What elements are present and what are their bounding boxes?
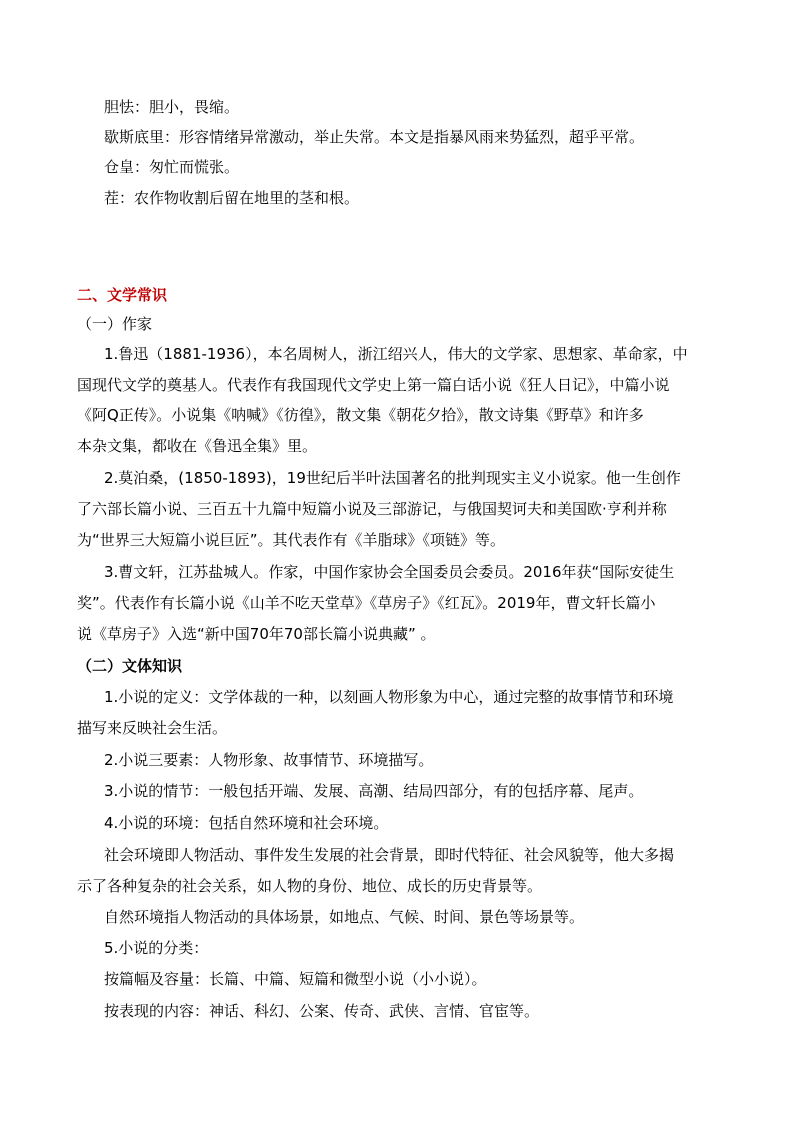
paragraph-line: 国现代文学的奠基人。代表作有我国现代文学史上第一篇白话小说《狂人日记》，中篇小说 xyxy=(77,376,670,394)
paragraph-line: 5.小说的分类： xyxy=(104,939,209,957)
glossary-item: 胆怯：胆小，畏缩。 xyxy=(104,98,240,116)
paragraph-line: 3.小说的情节：一般包括开端、发展、高潮、结局四部分，有的包括序幕、尾声。 xyxy=(104,782,644,800)
paragraph-line: 按篇幅及容量：长篇、中篇、短篇和微型小说（小小说）。 xyxy=(104,970,487,988)
paragraph-line: 本杂文集，都收在《鲁迅全集》里。 xyxy=(77,437,318,455)
paragraph-line: 《阿Q正传》。小说集《呐喊》《彷徨》，散文集《朝花夕拾》，散文诗集《野草》和许多 xyxy=(77,406,644,424)
paragraph-line: 奖”。代表作有长篇小说《山羊不吃天堂草》《草房子》《红瓦》。2019年，曹文轩长篇小 xyxy=(77,594,656,612)
paragraph-line: 说《草房子》入选“新中国70年70部长篇小说典藏” 。 xyxy=(77,625,436,643)
paragraph-line: 2.小说三要素：人物形象、故事情节、环境描写。 xyxy=(104,751,434,769)
paragraph-line: 社会环境即人物活动、事件发生发展的社会背景，即时代特征、社会风貌等，他大多揭 xyxy=(104,846,675,864)
glossary-item: 歇斯底里：形容情绪异常激动，举止失常。本文是指暴风雨来势猛烈，超乎平常。 xyxy=(104,128,645,146)
glossary-item: 茬：农作物收割后留在地里的茎和根。 xyxy=(104,189,360,207)
paragraph-line: 自然环境指人物活动的具体场景，如地点、气候、时间、景色等场景等。 xyxy=(104,908,585,926)
paragraph-line: 3.曹文轩，江苏盐城人。作家，中国作家协会全国委员会委员。2016年获“国际安徒生 xyxy=(104,563,675,581)
subsection-heading: （二）文体知识 xyxy=(77,657,183,675)
paragraph-line: 4.小说的环境：包括自然环境和社会环境。 xyxy=(104,814,389,832)
paragraph-line: 为“世界三大短篇小说巨匠”。其代表作有《羊脂球》《项链》等。 xyxy=(77,531,506,549)
glossary-item: 仓皇：匆忙而慌张。 xyxy=(104,158,240,176)
paragraph-line: 1.小说的定义：文学体裁的一种，以刻画人物形象为中心，通过完整的故事情节和环境 xyxy=(104,688,674,706)
subsection-heading: （一）作家 xyxy=(77,315,153,333)
paragraph-line: 示了各种复杂的社会关系，如人物的身份、地位、成长的历史背景等。 xyxy=(77,877,543,895)
paragraph-line: 描写来反映社会生活。 xyxy=(77,719,228,737)
paragraph-line: 了六部长篇小说、三百五十九篇中短篇小说及三部游记，与俄国契诃夫和美国欧·亨利并称 xyxy=(77,500,667,518)
section-heading: 二、文学常识 xyxy=(77,286,168,304)
paragraph-line: 1.鲁迅（1881-1936），本名周树人，浙江绍兴人，伟大的文学家、思想家、革命家，中 xyxy=(104,345,688,363)
paragraph-line: 按表现的内容：神话、科幻、公案、传奇、武侠、言情、官宦等。 xyxy=(104,1002,540,1020)
paragraph-line: 2.莫泊桑，(1850-1893)，19世纪后半叶法国著名的批判现实主义小说家。他一生创作 xyxy=(104,469,681,487)
